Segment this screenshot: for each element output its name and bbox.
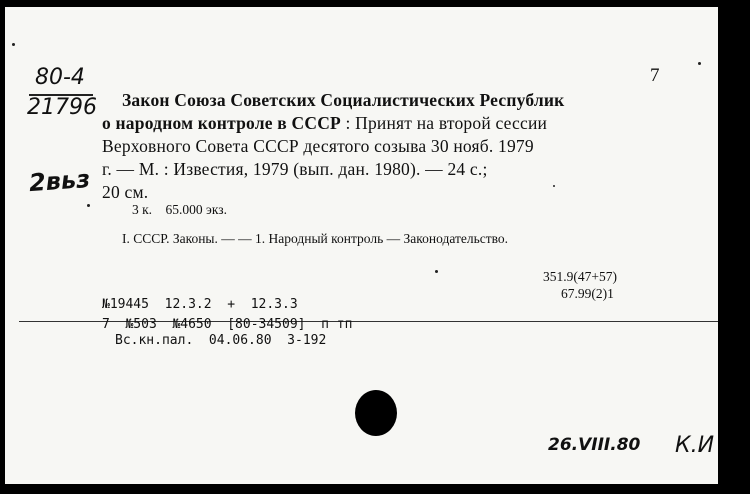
- bbk-index: 67.99(2)1: [561, 286, 614, 301]
- udc-index: 351.9(47+57): [543, 269, 617, 284]
- speck: [698, 62, 701, 65]
- catalog-card: [5, 7, 718, 484]
- stamp-initials: К.И: [675, 433, 715, 458]
- punch-hole: [355, 390, 397, 436]
- entry-line5: 20 см.: [102, 182, 149, 202]
- entry-title-bold: о народном контроле в СССР: [102, 113, 341, 133]
- speck: [12, 43, 15, 46]
- entry-title-line1: Закон Союза Советских Социалистических Республик: [122, 90, 565, 110]
- service-line3: Вс.кн.пал. 04.06.80 З-192: [115, 333, 327, 348]
- stamp-date: 26.VIII.80: [548, 435, 641, 455]
- subject-headings: I. СССР. Законы. — — 1. Народный контроль — Законодательство.: [122, 231, 509, 246]
- entry-line4: г. — М. : Известия, 1979 (вып. дан. 1980). — 24 с.;: [102, 159, 488, 179]
- speck: [553, 185, 555, 187]
- card-number: 7: [650, 65, 660, 86]
- service-line1: №19445 12.3.2 + 12.3.3: [102, 297, 298, 312]
- service-line2: 7 №503 №4650 [80-34509] п тп: [102, 317, 353, 332]
- handwritten-mark: 2вьз: [28, 164, 91, 198]
- speck: [435, 270, 438, 273]
- entry-line3: Верховного Совета СССР десятого созыва 30 нояб. 1979: [102, 136, 534, 156]
- entry-title-rest: : Принят на второй сессии: [345, 113, 548, 133]
- entry-title-line2: [102, 113, 547, 134]
- call-number-top: 80-4: [35, 65, 85, 90]
- print-run: 3 к. 65.000 экз.: [132, 202, 227, 217]
- speck: [87, 204, 90, 207]
- call-number-bottom: 21796: [27, 95, 97, 120]
